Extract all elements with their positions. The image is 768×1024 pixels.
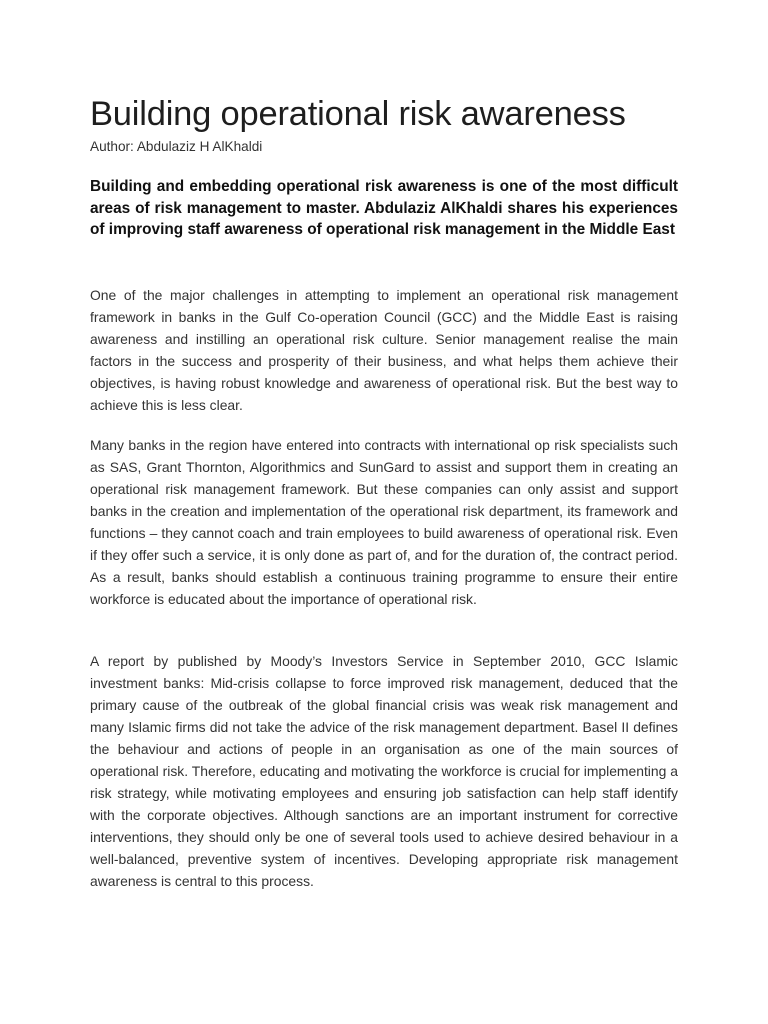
lead-paragraph: Building and embedding operational risk awareness is one of the most difficult areas of risk management to master. Abdulaziz AlKhaldi shares his experiences of improving staff awareness of operational risk management in the Middle East [90,178,678,238]
body-paragraph-1: One of the major challenges in attempting to implement an operational risk management framework in banks in the Gulf Co-operation Council (GCC) and the Middle East is raising awareness and instilling an operational risk culture. Senior management realise the main factors in the success and prosperity of their business, and what helps them achieve their objectives, is having robust knowledge and awareness of operational risk. But the best way to achieve this is less clear. [90,287,678,413]
author-line: Author: Abdulaziz H AlKhaldi [90,139,263,154]
article-title: Building operational risk awareness [90,95,626,133]
body-paragraph-2: Many banks in the region have entered into contracts with international op risk specialists such as SAS, Grant Thornton, Algorithmics and SunGard to assist and support them in creating an operational risk management framework. But these companies can only assist and support banks in the creation and implementation of the operational risk department, its framework and functions – they cannot coach and train employees to build awareness of operational risk. Even if they offer such a service, it is only done as part of, and for the duration of, the contract period. As a result, banks should establish a continuous training programme to ensure their entire workforce is educated about the importance of operational risk. [90,437,678,607]
body-paragraph-3: A report by published by Moody’s Investors Service in September 2010, GCC Islamic investment banks: Mid-crisis collapse to force improved risk management, deduced that the primary cause of the outbreak of the global financial crisis was weak risk management and many Islamic firms did not take the advice of the risk management department. Basel II defines the behaviour and actions of people in an organisation as one of the main sources of operational risk. Therefore, educating and motivating the workforce is crucial for implementing a risk strategy, while motivating employees and ensuring job satisfaction can help staff identify with the corporate objectives. Although sanctions are an important instrument for corrective interventions, they should only be one of several tools used to achieve desired behaviour in a well-balanced, preventive system of incentives. Developing appropriate risk management awareness is central to this process. [90,653,678,889]
